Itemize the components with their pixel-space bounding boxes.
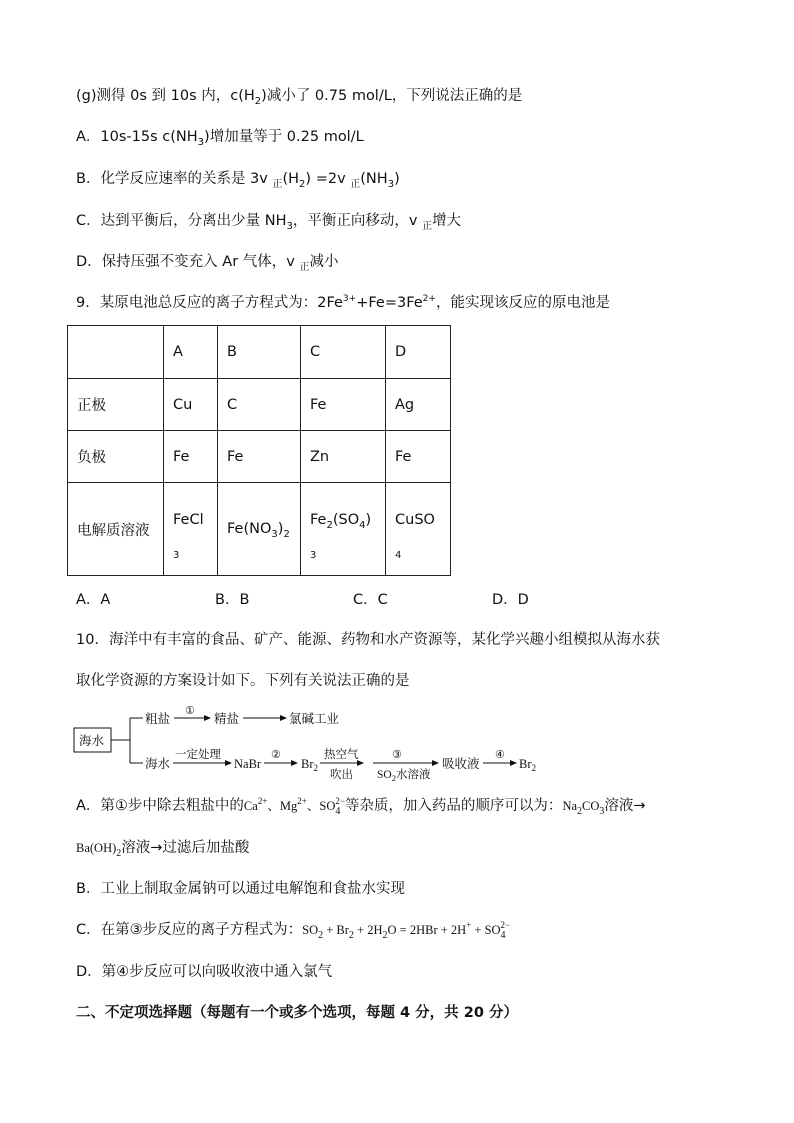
electrolyte-b: $Fe(NO_3)_2$ xyxy=(227,521,290,540)
table-cell xyxy=(301,483,386,576)
q9-option-c: C．C xyxy=(353,592,388,608)
q10-option-a-line1: A．第①步中除去粗盐中的$Ca^{2+}$、$Mg^{2+}$、$SO_4^{2-}$等杂质，加入药品的顺序可以为：$Na_2CO_3$溶液→ xyxy=(76,796,646,817)
table-cell: Ag xyxy=(386,379,451,431)
table-header-c: C xyxy=(301,326,386,379)
q10-option-a-line2: $Ba(OH)_2$溶液→过滤后加盐酸 xyxy=(76,840,250,859)
electrolyte-d-subscript: 4 xyxy=(395,550,402,561)
flow-pretreat-label: 一定处理 xyxy=(175,749,221,761)
row-label-positive: 正极 xyxy=(68,379,164,431)
electrolyte-c: $Fe_2(SO_4)$ xyxy=(310,512,372,531)
electrolyte-a-subscript: 3 xyxy=(173,550,180,561)
flow-hot-air-label: 热空气 xyxy=(324,749,359,761)
table-cell: Fe xyxy=(218,431,301,483)
table-header-b: B xyxy=(218,326,301,379)
table-header-d: D xyxy=(386,326,451,379)
q10-option-c: C．在第③步反应的离子方程式为：$SO_2 + Br_2 + 2H_2O = 2HBr + 2H^+ + SO_4^{2-}$ xyxy=(76,920,511,941)
flow-source: 海水 xyxy=(79,734,105,748)
flow-blow-out-label: 吹出 xyxy=(330,769,353,781)
flow-crude-salt: 粗盐 xyxy=(145,712,171,726)
q8-option-a: A．10s-15s $c(NH_3)$增加量等于 0.25 mol/L xyxy=(76,129,364,148)
table-row-negative-electrode xyxy=(68,431,451,483)
row-label-negative: 负极 xyxy=(68,431,164,483)
flow-step4-label: ④ xyxy=(495,749,505,761)
table-cell xyxy=(68,326,164,379)
flow-absorption-liquid: 吸收液 xyxy=(442,757,480,771)
flow-step1-label: ① xyxy=(185,705,195,717)
table-cell: Fe xyxy=(301,379,386,431)
flow-step2-label: ② xyxy=(271,749,281,761)
table-cell: Cu xyxy=(164,379,218,431)
q10-option-d: D．第④步反应可以向吸收液中通入氯气 xyxy=(76,964,333,980)
q10-stem-line1: 10．海洋中有丰富的食品、矿产、能源、药物和水产资源等，某化学兴趣小组模拟从海水获 xyxy=(76,632,660,648)
table-row-electrolyte xyxy=(68,483,451,576)
flow-nabr: NaBr xyxy=(234,757,262,771)
table-header-row xyxy=(68,326,451,379)
flow-br2-2: $Br_2$ xyxy=(519,757,536,773)
electrolyte-c-subscript: 3 xyxy=(310,550,317,561)
q10-option-b: B．工业上制取金属钠可以通过电解饱和食盐水实现 xyxy=(76,881,405,897)
table-cell: Fe xyxy=(386,431,451,483)
table-cell: C xyxy=(218,379,301,431)
table-cell: Zn xyxy=(301,431,386,483)
q8-option-c: C．达到平衡后，分离出少量 $NH_3$，平衡正向移动，v $_正$增大 xyxy=(76,213,462,232)
q8-stem: (g)测得 0s 到 10s 内，$c(H_2)$减小了 0.75 mol/L，下列说法正确的是 xyxy=(76,88,523,107)
q9-option-a: A．A xyxy=(76,592,111,608)
q9-stem: 9．某原电池总反应的离子方程式为：$2Fe^{3+}+Fe=3Fe^{2+}$，能实现该反应的原电池是 xyxy=(76,294,610,311)
q9-option-d: D．D xyxy=(492,592,529,608)
electrolyte-d: CuSO xyxy=(395,512,435,528)
table-cell: Fe xyxy=(164,431,218,483)
table-cell xyxy=(218,483,301,576)
flow-step3-label: ③ xyxy=(392,749,402,761)
electrolyte-a: FeCl xyxy=(173,512,204,528)
table-cell xyxy=(386,483,451,576)
q9-option-b: B．B xyxy=(215,592,250,608)
flow-chlor-alkali: 氯碱工业 xyxy=(289,712,340,726)
q9-battery-table xyxy=(67,325,451,576)
flow-seawater-2: 海水 xyxy=(145,757,171,771)
flow-br2-1: $Br_2$ xyxy=(301,757,318,773)
flow-refined-salt: 精盐 xyxy=(214,712,240,726)
section-2-heading: 二、不定项选择题（每题有一个或多个选项，每题 4 分，共 20 分） xyxy=(76,1005,518,1021)
table-header-a: A xyxy=(164,326,218,379)
table-cell xyxy=(164,483,218,576)
q10-stem-line2: 取化学资源的方案设计如下。下列有关说法正确的是 xyxy=(76,673,410,689)
row-label-electrolyte: 电解质溶液 xyxy=(68,483,164,576)
seawater-flow-diagram xyxy=(70,701,550,781)
flow-so2-solution-label: $SO_2$水溶液 xyxy=(377,769,431,781)
q8-option-b: B．化学反应速率的关系是 3v $_正(H_2) =2v$ $_正(NH_3)$ xyxy=(76,171,400,190)
table-row-positive-electrode xyxy=(68,379,451,431)
q8-option-d: D．保持压强不变充入 Ar 气体，v $_正$减小 xyxy=(76,254,339,273)
